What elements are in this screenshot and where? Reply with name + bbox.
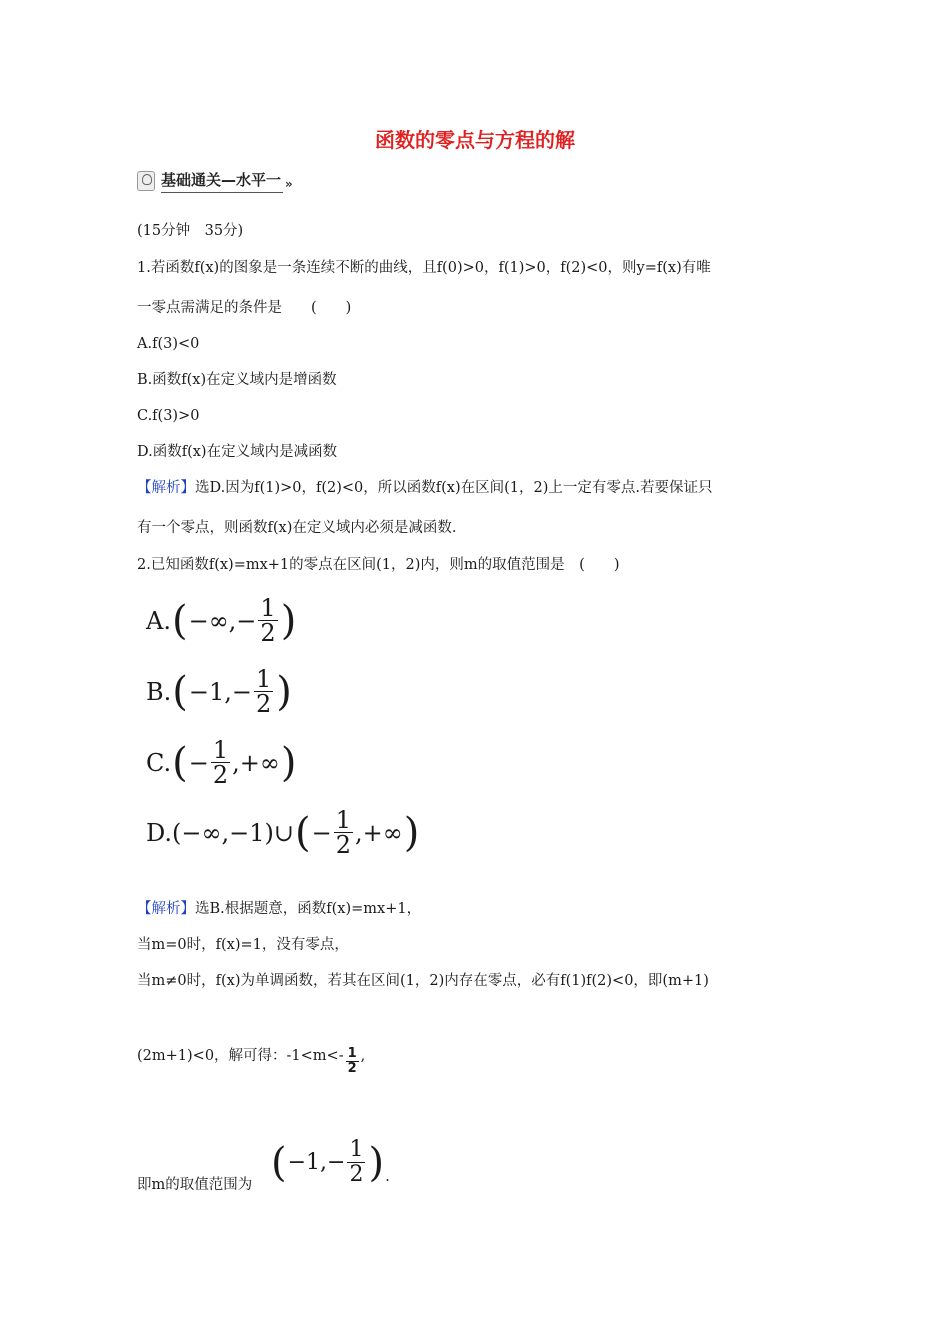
q2-option-d (146, 808, 420, 857)
numerator: 1 (335, 806, 351, 834)
analysis-comma: , (360, 1048, 366, 1064)
denominator: 2 (260, 619, 276, 647)
q2-option-b (146, 667, 293, 716)
denominator: 2 (212, 761, 229, 789)
analysis-text: 选D.因为f(1)>0，f(2)<0，所以函数f(x)在区间(1，2)上一定有零点.若要保证只 (195, 480, 713, 496)
numerator: 1 (212, 736, 229, 764)
q1-analysis-line2: 有一个零点，则函数f(x)在定义域内必须是减函数. (137, 520, 457, 536)
option-prefix: C. (146, 748, 172, 777)
double-chevron-icon: » (285, 177, 293, 191)
interval-text-after: ,+∞ (354, 818, 403, 847)
denominator: 2 (347, 1061, 357, 1076)
analysis-text: 选B.根据题意，函数f(x)=mx+1， (195, 901, 422, 917)
denominator: 2 (349, 1162, 364, 1187)
section-label: 基础通关—水平一 (161, 169, 283, 193)
q2-conclusion: 即m的取值范围为 (137, 1177, 253, 1193)
left-paren: ( (171, 597, 188, 644)
q1-option-a: A.f(3)<0 (137, 336, 200, 352)
q1-option-b: B.函数f(x)在定义域内是增函数 (137, 372, 337, 388)
fraction (258, 596, 277, 645)
option-prefix: D. (146, 818, 173, 847)
q2-analysis-line4 (137, 1046, 365, 1076)
analysis-tag: 【解析】 (137, 480, 195, 496)
interval-text: − (311, 818, 332, 847)
lightbulb-icon (137, 171, 155, 191)
interval-text: −1,− (188, 677, 252, 706)
q2-conclusion-interval (270, 1138, 390, 1187)
q1-option-d: D.函数f(x)在定义域内是减函数 (137, 444, 338, 460)
fraction (334, 808, 353, 857)
q1-analysis-line1 (137, 478, 713, 498)
right-paren: ) (276, 668, 292, 715)
interval-text: −1,− (287, 1150, 346, 1175)
numerator: 1 (260, 594, 276, 622)
analysis-text: (2m+1)<0，解可得：-1<m<- (137, 1048, 344, 1064)
right-paren: ) (280, 739, 297, 786)
page-title: 函数的零点与方程的解 (375, 128, 575, 152)
q2-stem: 2.已知函数f(x)=mx+1的零点在区间(1，2)内，则m的取值范围是 ( ) (137, 557, 620, 573)
conclusion-period: . (385, 1167, 390, 1185)
option-prefix: A. (146, 606, 171, 635)
numerator: 1 (256, 665, 272, 693)
left-paren: ( (172, 668, 188, 715)
fraction (254, 667, 273, 716)
fraction (211, 738, 230, 787)
q1-stem-line1: 1.若函数f(x)的图象是一条连续不断的曲线，且f(0)>0，f(1)>0，f(2)<0，则y=f(x)有唯 (137, 260, 711, 276)
section-banner (137, 170, 293, 192)
q1-stem-line2: 一零点需满足的条件是 ( ) (137, 300, 352, 316)
left-paren: ( (294, 809, 311, 856)
right-paren: ) (280, 597, 297, 644)
left-paren: ( (172, 739, 188, 786)
numerator: 1 (347, 1046, 357, 1061)
q2-analysis-line2: 当m=0时，f(x)=1，没有零点， (137, 937, 349, 953)
q1-option-c: C.f(3)>0 (137, 408, 200, 424)
numerator: 1 (349, 1137, 364, 1162)
q2-option-a (146, 596, 297, 645)
fraction (346, 1047, 359, 1076)
q2-analysis-line3: 当m≠0时，f(x)为单调函数，若其在区间(1，2)内存在零点，必有f(1)f(2)<0，即(m+1) (137, 973, 709, 989)
left-paren: ( (271, 1139, 287, 1186)
denominator: 2 (256, 690, 272, 718)
first-interval: (−∞,−1)∪ (172, 818, 294, 847)
q2-option-c (146, 738, 297, 787)
interval-text: −∞,− (188, 606, 257, 635)
analysis-tag: 【解析】 (137, 901, 195, 917)
q2-analysis-line1 (137, 899, 421, 919)
option-prefix: B. (146, 677, 172, 706)
interval-text: − (188, 748, 209, 777)
interval-text-after: ,+∞ (232, 748, 280, 777)
right-paren: ) (403, 809, 420, 856)
time-note: (15分钟 35分) (137, 223, 244, 239)
right-paren: ) (368, 1139, 385, 1186)
fraction (347, 1138, 365, 1187)
denominator: 2 (335, 831, 351, 859)
